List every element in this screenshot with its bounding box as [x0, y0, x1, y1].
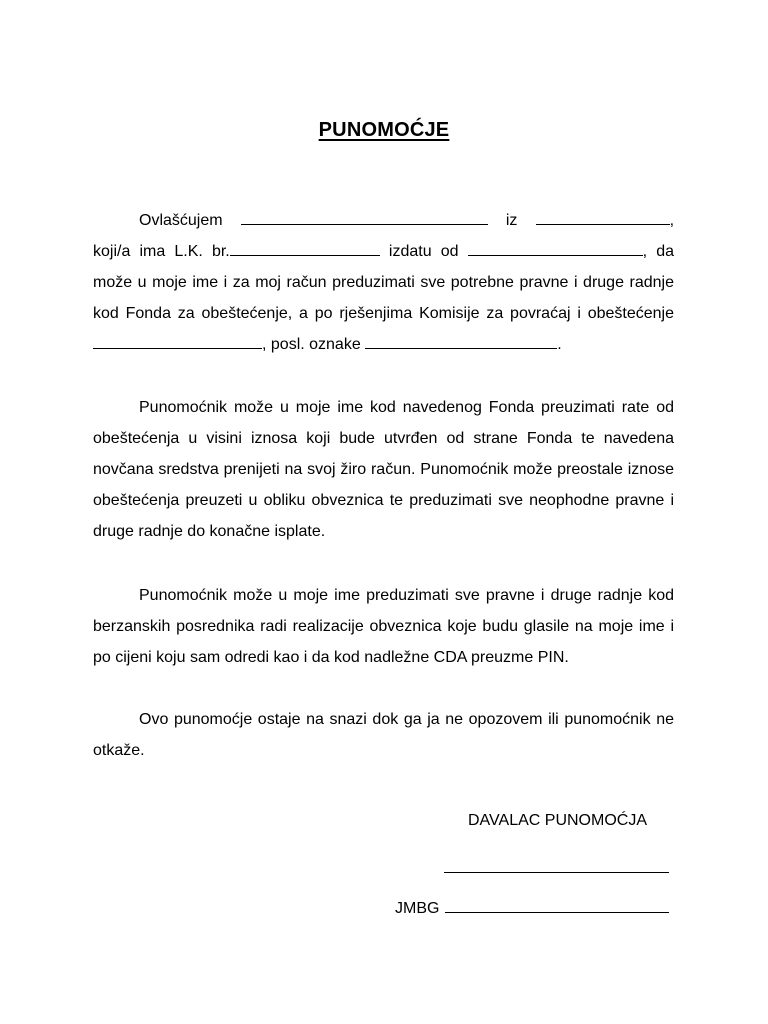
installments-paragraph	[93, 392, 674, 547]
brokers-paragraph	[93, 580, 674, 673]
jmbg-label: JMBG	[395, 900, 440, 917]
authorized-person-blank[interactable]	[241, 210, 488, 225]
validity-paragraph	[93, 704, 674, 766]
authorize-word: Ovlašćujem	[139, 212, 223, 229]
case-number-blank[interactable]	[365, 334, 557, 349]
jmbg-row	[395, 898, 669, 918]
period-text: .	[557, 336, 562, 353]
issued-by-blank[interactable]	[468, 241, 643, 256]
id-card-text: koji/a ima L.K. br.	[93, 243, 230, 260]
case-number-text: , posl. oznake	[262, 336, 361, 353]
issued-text: izdatu od	[388, 243, 459, 260]
installments-text: Punomoćnik može u moje ime kod navedenog Fonda preuzimati rate od obeštećenja u visini iznosa koji bude utvrđen od strane Fonda te navedena novčana sredstva prenijeti na svoj žiro račun. Punomoćnik može preostale iznose obeštećenja preuzeti u obliku obveznica te preduzimati sve neophodne pravne i druge radnje do konačne isplate.	[93, 399, 674, 540]
comma-text: ,	[669, 212, 675, 229]
compensation-decision-blank[interactable]	[93, 334, 262, 349]
signature-line[interactable]	[444, 872, 669, 873]
validity-text: Ovo punomoćje ostaje na snazi dok ga ja ne opozovem ili punomoćnik ne otkaže.	[93, 711, 674, 759]
grantor-label: DAVALAC PUNOMOĆJA	[468, 812, 647, 829]
jmbg-blank[interactable]	[445, 898, 669, 913]
brokers-text: Punomoćnik može u moje ime preduzimati sve pravne i druge radnje kod berzanskih posrednika radi realizacije obveznica koje budu glasile na moje ime i po cijeni koju sam odredi kao i da kod nadležne CDA preuzme PIN.	[93, 587, 674, 666]
from-word: iz	[505, 212, 518, 229]
id-card-number-blank[interactable]	[230, 241, 380, 256]
document-title: PUNOMOĆJE	[318, 119, 450, 141]
residence-blank[interactable]	[536, 210, 670, 225]
authorization-scope-text: , da može u moje ime i za moj račun preduzimati sve potrebne pravne i druge radnje kod Fonda za obeštećenje, a po rješenjima Komisije za povraćaj i obeštećenje	[93, 243, 675, 322]
authorization-paragraph	[93, 205, 674, 360]
